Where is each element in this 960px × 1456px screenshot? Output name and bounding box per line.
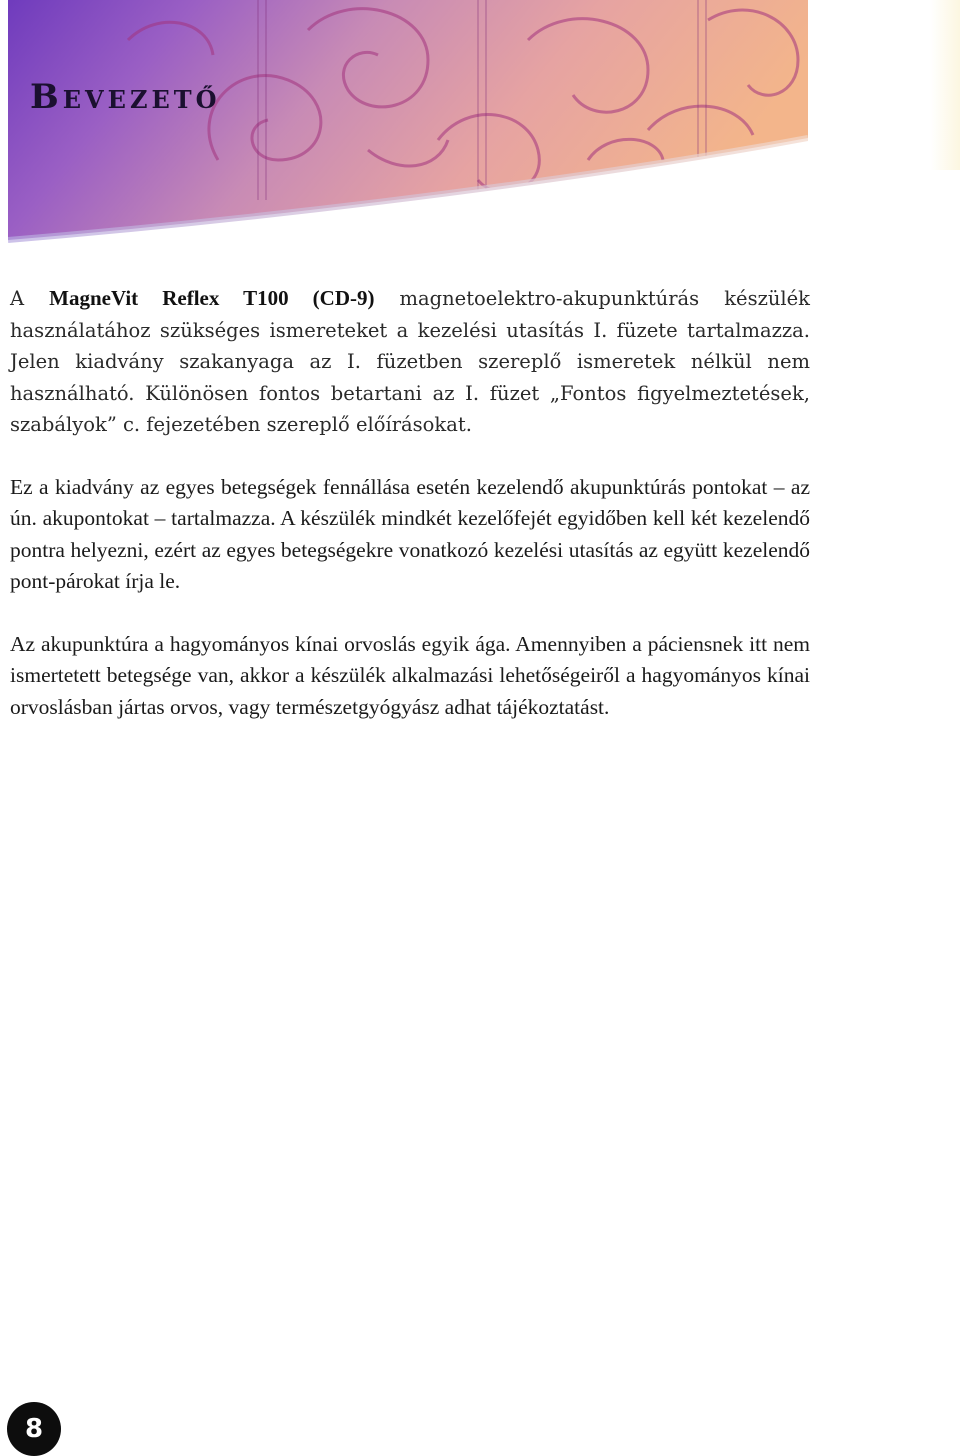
right-edge-glow [930, 0, 960, 170]
body-text [10, 283, 810, 754]
intro-rest: magnetoelektro-akupunktúrás készülék használatához szükséges ismereteket a kezelési utasítás I. füzete tartalmazza. Jelen kiadvány szakanyaga az I. füzetben szereplő ismeretek nélkül nem használható. Különösen fontos betartani az I. füzet „Fontos figyelmeztetések, szabályok” c. fejezetében szereplő előírásokat. [10, 287, 810, 436]
header-banner [8, 0, 808, 250]
paragraph-acupuncture: Az akupunktúra a hagyományos kínai orvoslás egyik ága. Amennyiben a páciensnek itt nem ismertetett betegsége van, akkor a készülék alkalmazási lehetőségeiről a hagyományos kínai orvoslásban jártas orvos, vagy természetgyógyász adhat tájékoztatást. [10, 631, 810, 719]
page-number: 8 [24, 1414, 44, 1444]
paragraph-intro [10, 283, 810, 441]
page-number-badge [7, 1402, 61, 1456]
page-title: Bevezető [30, 77, 221, 117]
paragraph-acupoints: Ez a kiadvány az egyes betegségek fennállása esetén kezelendő akupunktúrás pontokat – az ún. akupontokat – tartalmazza. A készülék mindkét kezelőfejét egyidőben kell két kezelendő pontra helyezni, ezért az egyes betegségekre vonatkozó kezelési utasítás az együtt kezelendő pont-párokat írja le. [10, 474, 810, 593]
intro-lead: A [10, 287, 50, 310]
product-name: MagneVit Reflex T100 (CD-9) [49, 286, 375, 310]
